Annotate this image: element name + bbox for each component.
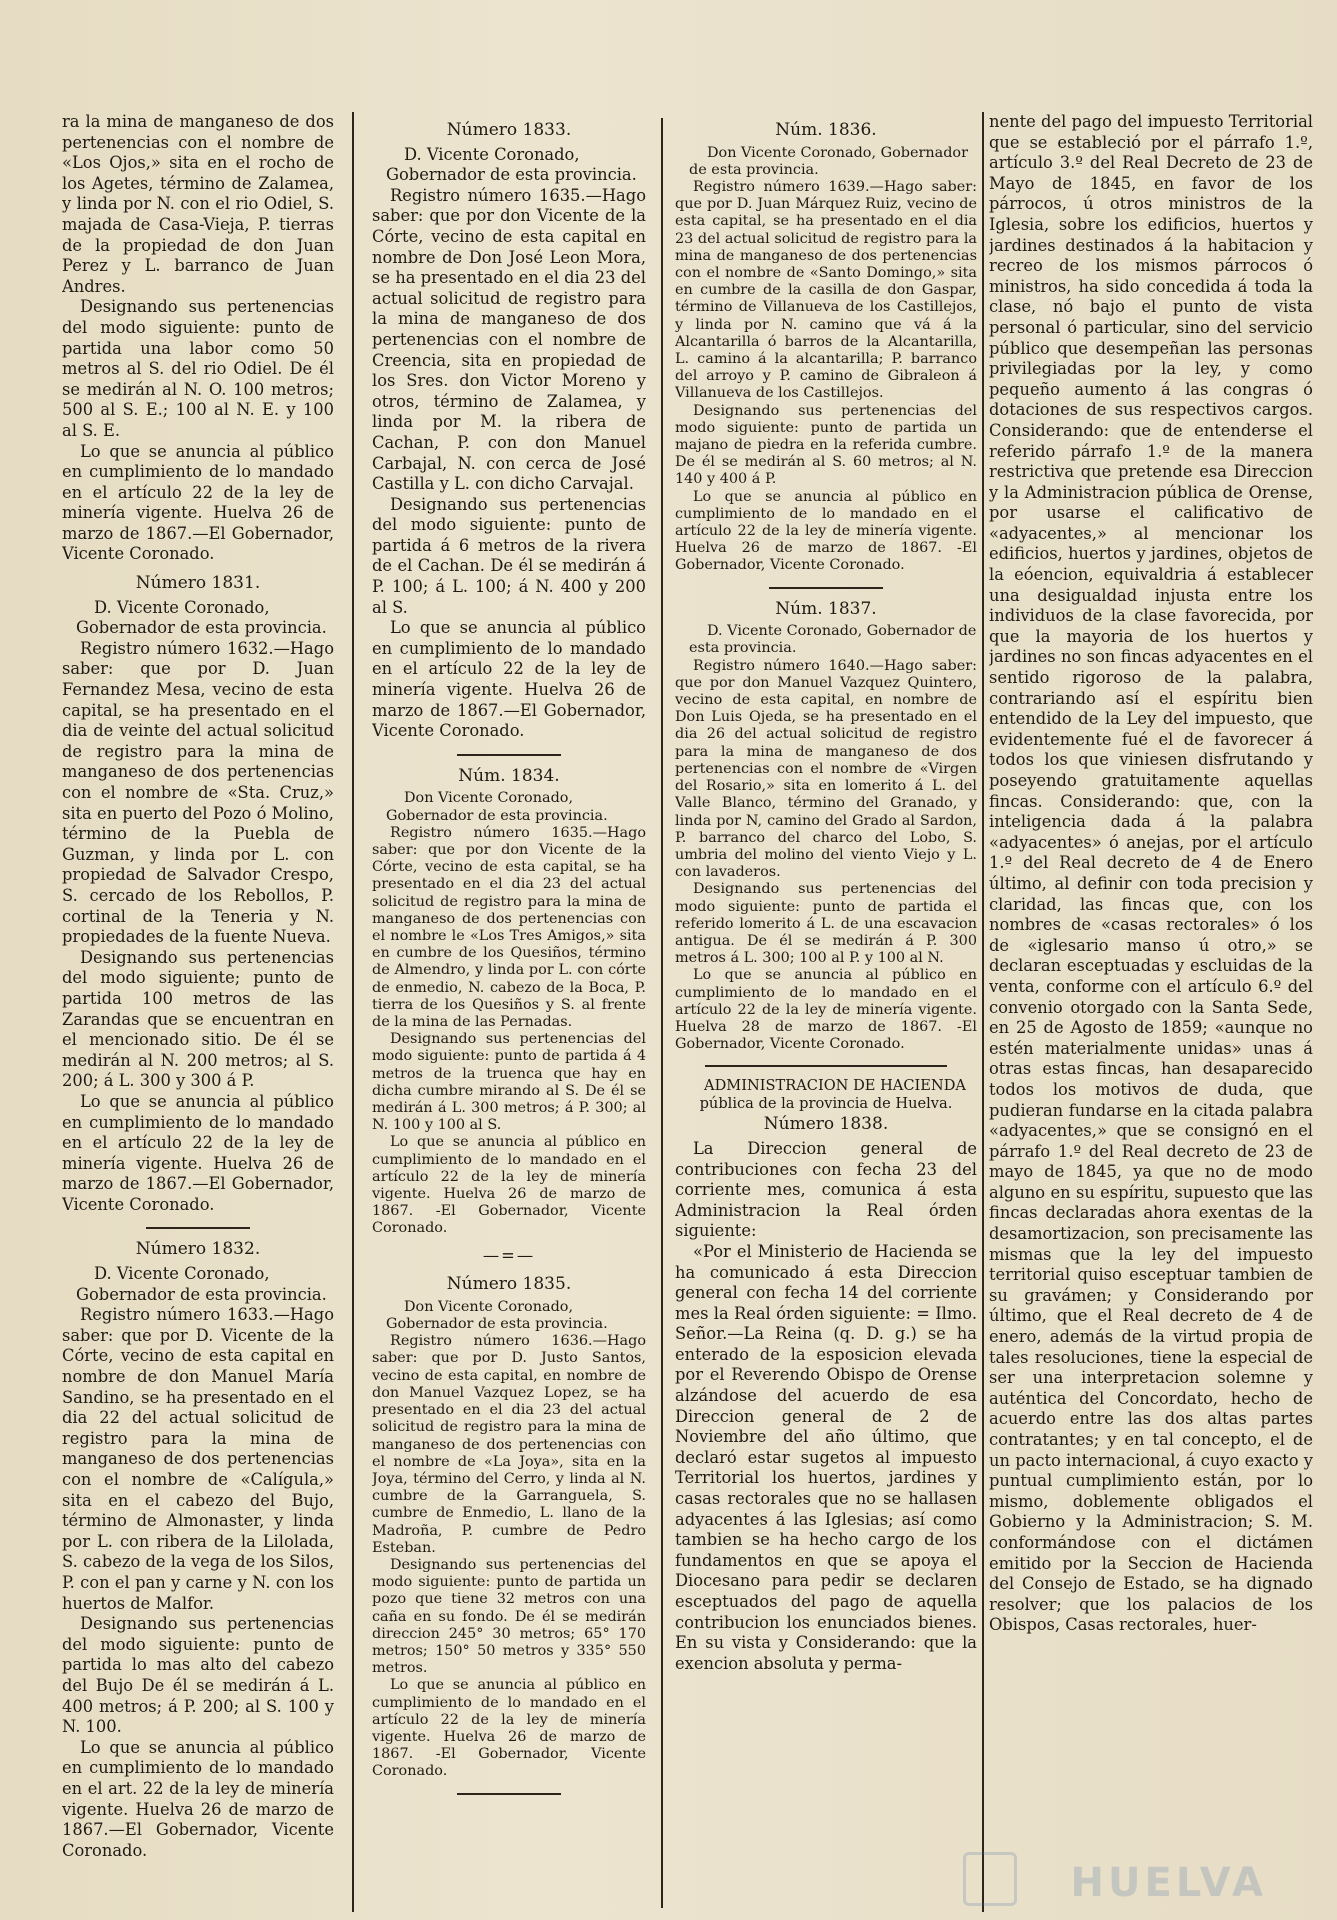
paragraph: Designando sus pertenencias del modo siguiente: punto de partida lo mas alto del cabezo del Bujo De él se medirán á L. 400 metros; á P. 200; al S. 100 y N. 100. bbox=[62, 1614, 334, 1737]
column-2 bbox=[372, 120, 646, 1805]
paragraph: Lo que se anuncia al público en cumplimiento de lo mandado en el artículo 22 de la ley de minería vigente. Huelva 26 de marzo de 1867. -El Gobernador, Vicente Coronado. bbox=[372, 1134, 646, 1237]
governor-line: D. Vicente Coronado, Gobernador de esta provincia. bbox=[76, 597, 327, 638]
governor-line: Don Vicente Coronado, Gobernador de esta provincia. bbox=[386, 790, 608, 824]
paragraph: ra la mina de manganeso de dos pertenencias con el nombre de «Los Ojos,» sita en el rocho de los Agetes, término de Zalamea, y linda por N. con el rio Odiel, S. majada de Casa-Vieja, P. tierras de la propiedad de don Juan Perez y L. barranco de Juan Andres. bbox=[62, 112, 334, 296]
paragraph: Designando sus pertenencias del modo siguiente: punto de partida un pozo que tiene 32 metros con una caña en su fondo. De él se medirán direccion 245° 30 metros; 65° 170 metros; 150° 50 metros y 335° 550 metros. bbox=[372, 1556, 646, 1677]
governor-line: Don Vicente Coronado, Gobernador de esta provincia. bbox=[689, 144, 968, 178]
archive-seal-icon bbox=[963, 1852, 1017, 1906]
notice-number: Número 1835. bbox=[446, 1274, 572, 1295]
governor-line: D. Vicente Coronado, Gobernador de esta provincia. bbox=[689, 623, 977, 657]
column-rule-2 bbox=[661, 118, 663, 1908]
column-3 bbox=[675, 120, 977, 1674]
governor-line: Don Vicente Coronado, Gobernador de esta provincia. bbox=[386, 1298, 608, 1333]
column-1 bbox=[62, 112, 334, 1861]
archive-watermark: HUELVA bbox=[1070, 1860, 1267, 1906]
paragraph: Lo que se anuncia al público en cumplimiento de lo mandado en el artículo 22 de la ley de minería vigente. Huelva 26 de marzo de 1867.—El Gobernador, Vicente Coronado. bbox=[62, 441, 334, 564]
paragraph: Registro número 1635.—Hago saber: que por don Vicente de la Córte, vecino de esta capital, se ha presentado en el dia 23 del actual solicitud de registro para la mina de manganeso de dos pertenencias con el nombre le «Los Tres Amigos,» sita en cumbre de los Quesiños, término de Almendro, y linda por L. con córte de enmedio, N. cabezo de la Boca, P. tierra de los Quesiños y S. al frente de la mina de las Pernadas. bbox=[372, 824, 646, 1031]
paragraph: Designando sus pertenencias del modo siguiente: punto de partida un majano de piedra en la referida cumbre. De él se medirán al S. 60 metros; al N. 140 y 400 á P. bbox=[675, 402, 977, 488]
paragraph: Registro número 1632.—Hago saber: que por D. Juan Fernandez Mesa, vecino de esta capital, se ha presentado en el dia de veinte del actual solicitud de registro para la mina de manganeso de dos pertenencias con el nombre de «Sta. Cruz,» sita en puerto del Pozo ó Molino, término de la Puebla de Guzman, y linda por L. con propiedad de Salvador Crespo, S. cercado de los Rebollos, P. cortinal de la Teneria y N. propiedades de la fuente Nueva. bbox=[62, 638, 334, 947]
notice-number: Número 1833. bbox=[446, 120, 572, 140]
paragraph: Lo que se anuncia al público en cumplimiento de lo mandado en el artículo 22 de la ley de minería vigente. Huelva 26 de marzo de 1867.—El Gobernador, Vicente Coronado. bbox=[372, 618, 646, 741]
section-separator bbox=[769, 587, 884, 589]
notice-number: Núm. 1834. bbox=[458, 765, 560, 786]
paragraph: nente del pago del impuesto Territorial que se estableció por el párrafo 1.º, artículo 3.º del Real Decreto de 23 de Mayo de 1845, en favor de los párrocos, ú otros ministros de la Iglesia, sobre los edificios, huertos y jardines destinados á la habitacion y recreo de los mismos párrocos ó ministros, ha sido concedida á toda la clase, nó bajo el punto de vista personal ó particular, sino del servicio público que desempeñan las personas privilegiadas por la ley, y como pequeño aumento á las congras ó dotaciones de sus respectivos cargos. Considerando: que de entenderse el referido párrafo 1.º de la manera restrictiva que pretende esa Direccion y la Administracion pública de Orense, por usarse el calificativo de «adyacentes,» al mencionar los edificios, huertos y jardines, objetos de la eóencion, equivaldria á establecer una desigualdad injusta entre los individuos de la clase favorecida, por que la mayoria de los huertos y jardines no son fincas adyacentes en el sentido rigoroso de la palabra, contrariando así el espíritu bien entendido de la Ley del impuesto, que evidentemente fué el de favorecer á todos los que viniesen disfrutando y poseyendo gratuitamente aquellas fincas. Considerando: que, con la inteligencia dada á la palabra «adyacentes» ó anejas, por el artículo 1.º del Real decreto de 4 de Enero último, al definir con toda precision y claridad, las fincas que, con los nombres de «casas rectorales» ó los de «iglesario manso ú otro,» se declaran esceptuadas y escluidas de la venta, conforme con el artículo 6.º del convenio otorgado con la Santa Sede, en 25 de Agosto de 1859; «aunque no estén materialmente unidas» unas á otras estas fincas, han desaparecido todos los motivos de duda, que pudieran fundarse en la citada palabra «adyacentes,» que se consignó en el párrafo 1.º del Real decreto de 23 de mayo de 1845, ya que no de modo alguno en su espíritu, supuesto que las fincas declaradas ahora exentas de la desamortizacion, son precisamente las mismas que la ley del impuesto territorial quiso esceptuar tambien de su gravámen; y Considerando por último, que el Real decreto de 4 de enero, además de la virtud propia de tales resoluciones, tiene la especial de ser una interpretacion solemne y auténtica del Concordato, hecho de acuerdo entre las dos altas partes contratantes; y en tal concepto, el de un pacto internacional, á cuyo exacto y puntual cumplimiento están, por lo mismo, doblemente obligados el Gobierno y la Administracion; S. M. conformándose con el dictámen emitido por la Seccion de Hacienda del Consejo de Estado, se ha dignado resolver; que los palacios de los Obispos, Casas rectorales, huer- bbox=[989, 112, 1313, 1635]
notice-number: Núm. 1836. bbox=[775, 120, 877, 140]
notice-number: Número 1838. bbox=[763, 1114, 889, 1135]
section-separator bbox=[457, 754, 561, 756]
section-separator bbox=[146, 1227, 249, 1229]
column-rule-1 bbox=[352, 112, 354, 1912]
notice-number: Número 1831. bbox=[135, 573, 261, 594]
paragraph: Lo que se anuncia al público en cumplimiento de lo mandado en el art. 22 de la ley de minería vigente. Huelva 26 de marzo de 1867.—El Gobernador, Vicente Coronado. bbox=[62, 1737, 334, 1860]
administration-header: ADMINISTRACION DE HACIENDA pública de la provincia de Huelva. bbox=[699, 1077, 966, 1112]
paragraph: Designando sus pertenencias del modo siguiente: punto de partida á 6 metros de la rivera de el Cachan. De él se medirán á P. 100; á L. 100; á N. 400 y 200 al S. bbox=[372, 494, 646, 617]
paragraph: «Por el Ministerio de Hacienda se ha comunicado á esta Direccion general con fecha 14 del corriente mes la Real órden siguiente: = Ilmo. Señor.—La Reina (q. D. g.) se ha enterado de la esposicion elevada por el Reverendo Obispo de Orense alzándose del acuerdo de esa Direccion general de 2 de Noviembre del año último, que declaró estar sugetos al impuesto Territorial los huertos, jardines y casas rectorales que no se hallasen adyacentes á las Iglesias; así como tambien se ha hecho cargo de los fundamentos en que se apoya el Diocesano para pedir se declaren esceptuados del pago de aquella contribucion los enunciados bienes. En su vista y Considerando: que la exencion absoluta y perma- bbox=[675, 1241, 977, 1673]
paragraph: Designando sus pertenencias del modo siguiente; punto de partida 100 metros de las Zarandas que se encuentran en el mencionado sitio. De él se medirán al N. 200 metros; al S. 200; á L. 300 y 300 á P. bbox=[62, 947, 334, 1091]
paragraph: Registro número 1633.—Hago saber: que por D. Vicente de la Córte, vecino de esta capital en nombre de don Manuel María Sandino, se ha presentado en el dia 22 del actual solicitud de registro para la mina de manganeso de dos pertenencias con el nombre de «Calígula,» sita en el cabezo del Bujo, término de Almonaster, y linda por L. con ribera de la Lilolada, S. cabezo de la vega de los Silos, P. con el pan y carne y N. con los huertos de Malfor. bbox=[62, 1305, 334, 1613]
column-rule-3 bbox=[982, 112, 984, 1912]
governor-line: D. Vicente Coronado, Gobernador de esta provincia. bbox=[386, 144, 637, 185]
paragraph: Lo que se anuncia al público en cumplimiento de lo mandado en el artículo 22 de la ley de minería vigente. Huelva 26 de marzo de 1867.—El Gobernador, Vicente Coronado. bbox=[62, 1091, 334, 1214]
notice-number: Número 1832. bbox=[135, 1239, 261, 1260]
paragraph: Registro número 1636.—Hago saber: que por D. Justo Santos, vecino de esta capital, en nombre de don Manuel Vazquez Lopez, se ha presentado en el dia 23 del actual solicitud de registro para la mina de manganeso de dos pertenencias con el nombre de «La Joya», sita en la Joya, término del Cerro, y linda al N. cumbre de la Garranguela, S. cumbre de Enmedio, L. llano de la Madroña, P. cumbre de Pedro Esteban. bbox=[372, 1333, 646, 1556]
paragraph: Lo que se anuncia al público en cumplimiento de lo mandado en el artículo 22 de la ley de minería vigente. Huelva 26 de marzo de 1867. -El Gobernador, Vicente Coronado. bbox=[372, 1677, 646, 1780]
paragraph: Registro número 1635.—Hago saber: que por don Vicente de la Córte, vecino de esta capital en nombre de Don José Leon Mora, se ha presentado en el dia 23 del actual solicitud de registro para la mina de manganeso de dos pertenencias con el nombre de Creencia, sita en propiedad de los Sres. don Victor Moreno y otros, término de Zalamea, y linda por M. la ribera de Cachan, P. con don Manuel Carbajal, N. con cerca de José Castilla y L. con dicho Carvajal. bbox=[372, 185, 646, 494]
paragraph: Registro número 1640.—Hago saber: que por don Manuel Vazquez Quintero, vecino de esta capital, en nombre de Don Luis Ojeda, se ha presentado en el dia 26 del actual solicitud de registro para la mina de manganeso de dos pertenencias con el nombre de «Virgen del Rosario,» sita en lomerito á L. del Valle Blanco, término del Granado, y linda por N, camino del Grado al Sardon, P. barranco del charco del Lobo, S. umbria del molino del viento Viejo y L. con lavaderos. bbox=[675, 657, 977, 881]
paragraph: Lo que se anuncia al público en cumplimiento de lo mandado en el artículo 22 de la ley de minería vigente. Huelva 28 de marzo de 1867. -El Gobernador, Vicente Coronado. bbox=[675, 967, 977, 1053]
section-separator bbox=[705, 1065, 947, 1067]
notice-number: Núm. 1837. bbox=[775, 598, 877, 619]
ornamental-divider: —=— bbox=[482, 1245, 536, 1265]
paragraph: Designando sus pertenencias del modo siguiente: punto de partida una labor como 50 metros al S. del rio Odiel. De él se medirán al N. O. 100 metros; 500 al S. E.; 100 al N. E. y 100 al S. E. bbox=[62, 297, 334, 440]
paragraph: Registro número 1639.—Hago saber: que por D. Juan Márquez Ruiz, vecino de esta capital, se ha presentado en el dia 23 del actual solicitud de registro para la mina de manganeso de dos pertenencias con el nombre de «Santo Domingo,» sita en cumbre de la casilla de don Gaspar, término de Villanueva de los Castillejos, y linda por N. camino que vá á la Alcantarilla ó barros de la Alcantarilla, L. camino á la alcantarilla; P. barranco del arroyo y P. camino de Gibraleon á Villanueva de los Castillejos. bbox=[675, 179, 977, 402]
column-4 bbox=[989, 112, 1313, 1636]
paragraph: Lo que se anuncia al público en cumplimiento de lo mandado en el artículo 22 de la ley de minería vigente. Huelva 26 de marzo de 1867. -El Gobernador, Vicente Coronado. bbox=[675, 488, 977, 574]
governor-line: D. Vicente Coronado, Gobernador de esta provincia. bbox=[76, 1264, 327, 1304]
paragraph: La Direccion general de contribuciones con fecha 23 del corriente mes, comunica á esta Administracion la Real órden siguiente: bbox=[675, 1138, 977, 1241]
section-separator bbox=[457, 1793, 561, 1795]
paragraph: Designando sus pertenencias del modo siguiente: punto de partida el referido lomerito á L. de una escavacion antigua. De él se medirán á P. 300 metros á L. 300; 100 al P. y 100 al N. bbox=[675, 881, 977, 967]
paragraph: Designando sus pertenencias del modo siguiente: punto de partida á 4 metros de la truenca que hay en dicha cumbre mirando al S. De él se medirán á L. 300 metros; á P. 300; al N. 100 y 100 al S. bbox=[372, 1031, 646, 1134]
